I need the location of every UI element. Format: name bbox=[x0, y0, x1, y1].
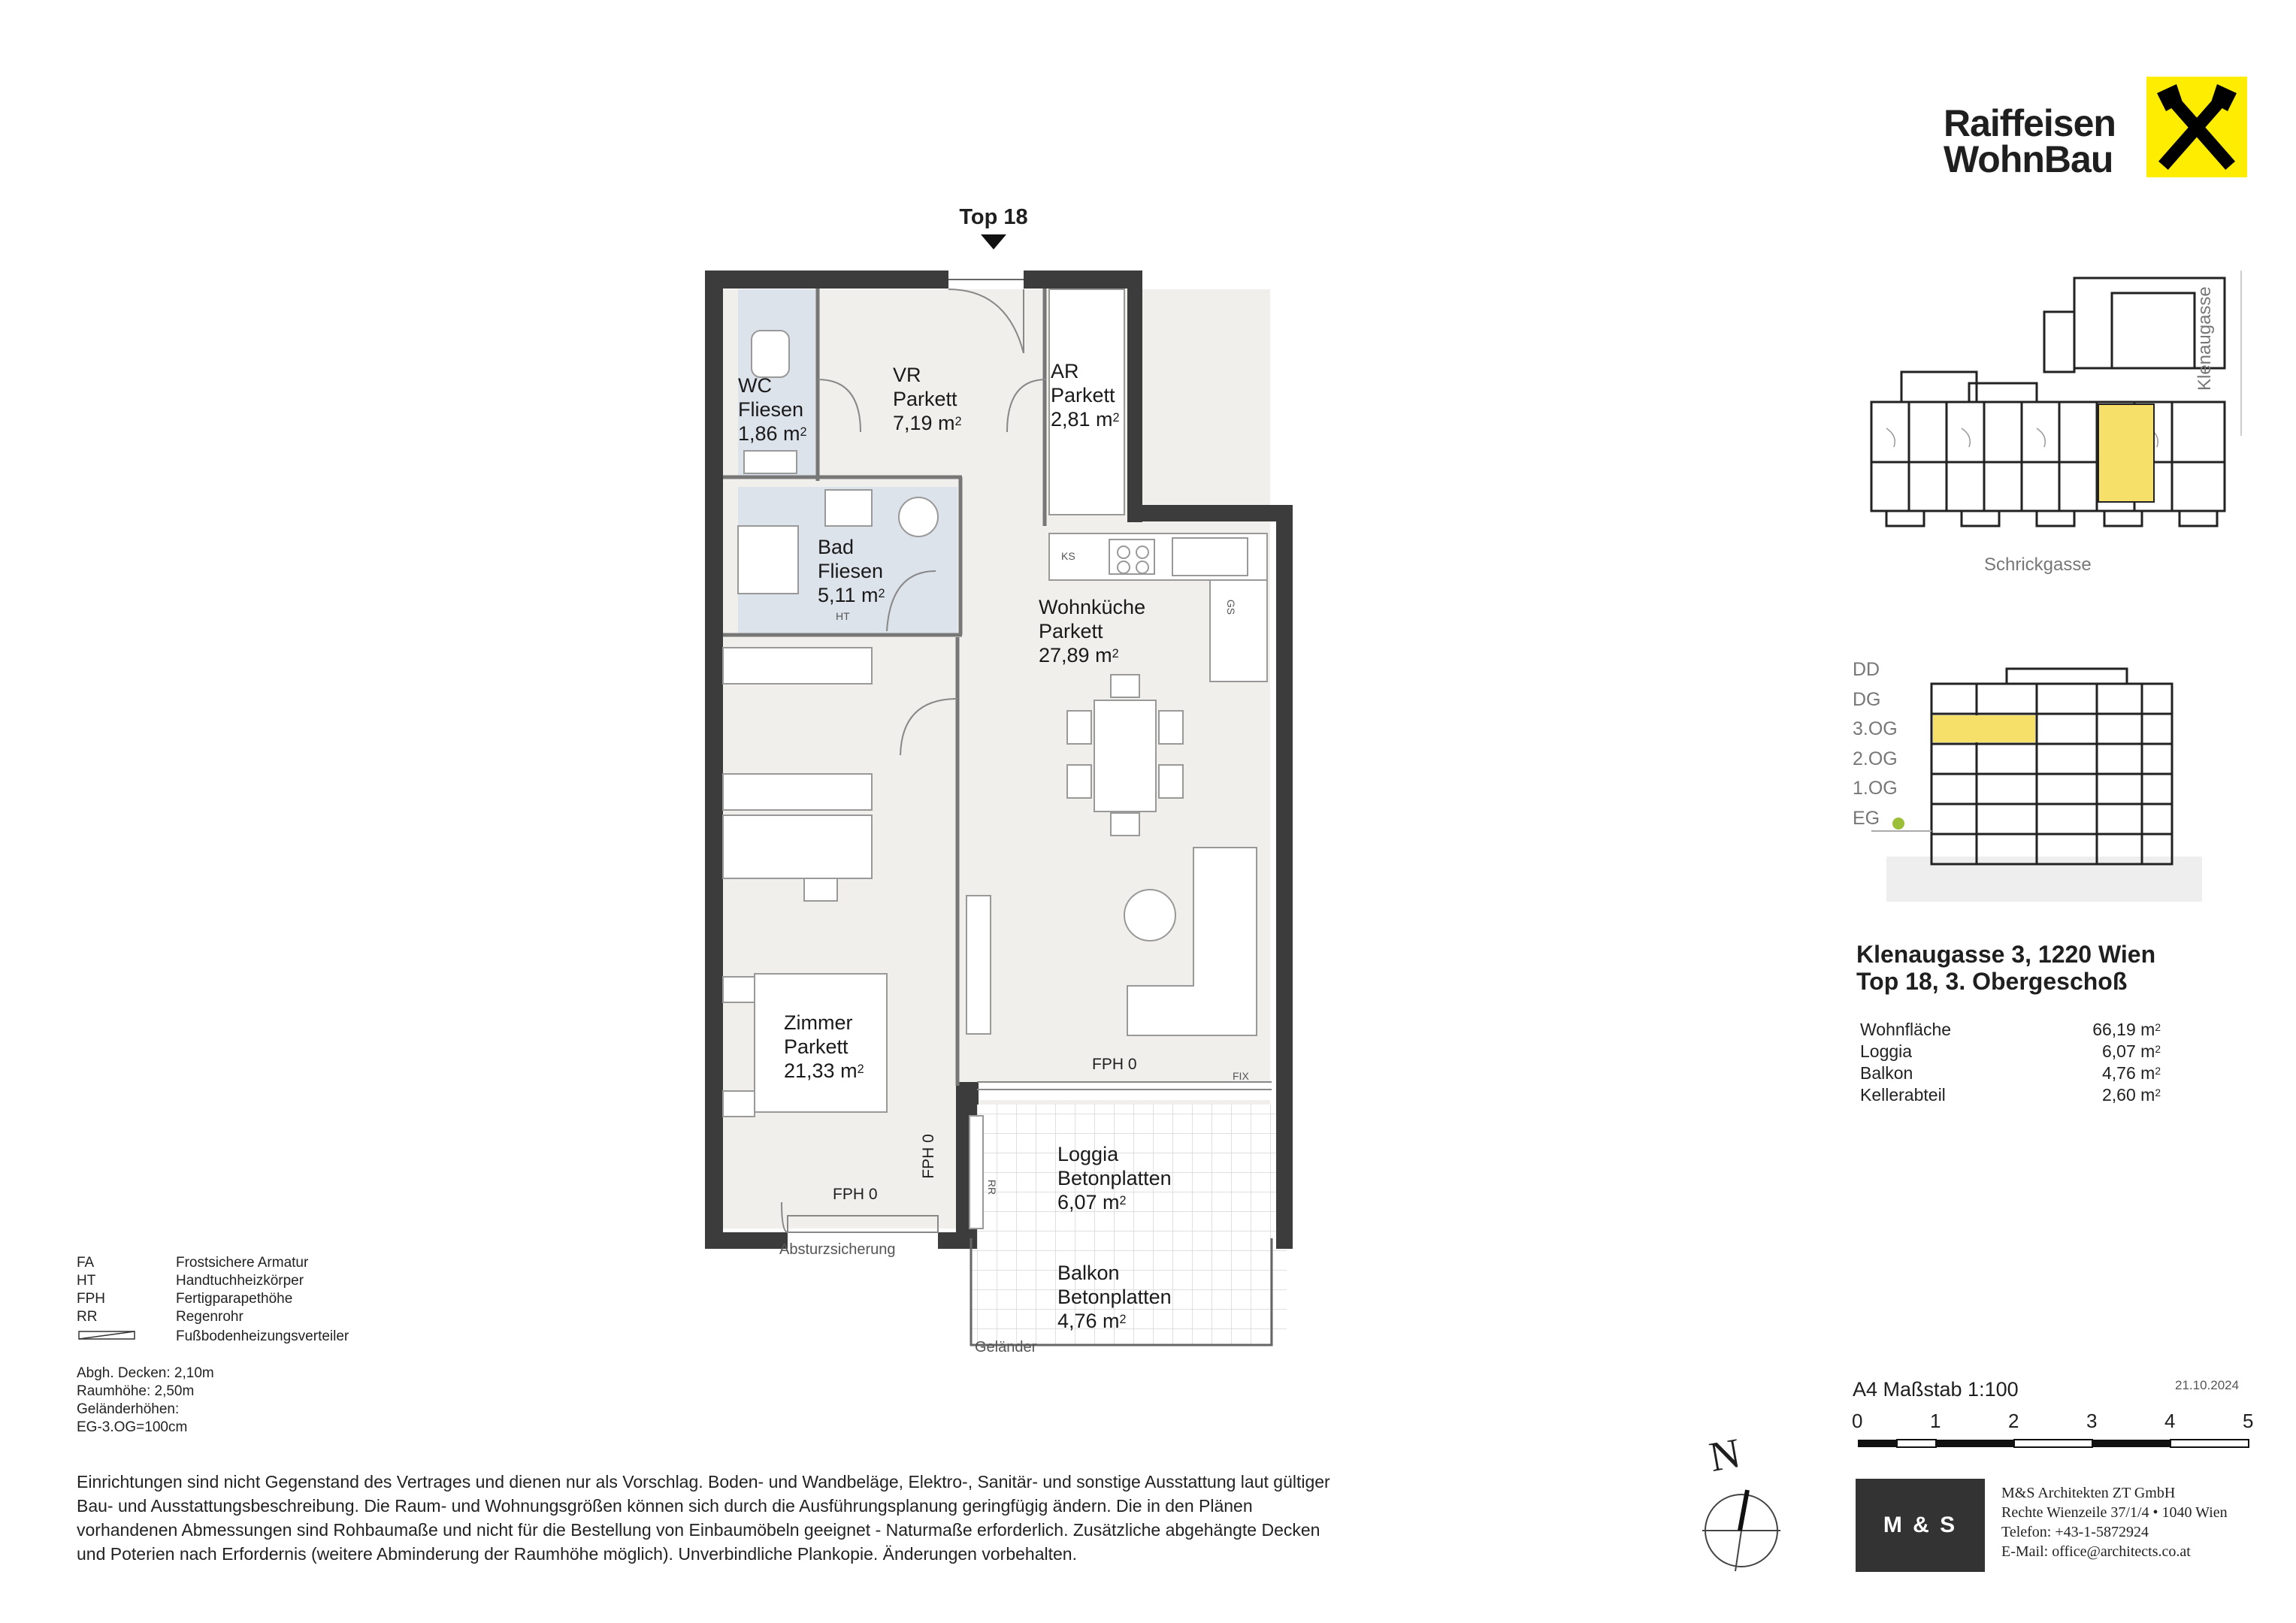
room-area: 6,07 $m^2$ bbox=[1057, 1191, 1127, 1213]
floor-label: 3.OG bbox=[1853, 718, 1898, 739]
room-name: Wohnküche bbox=[1039, 596, 1146, 618]
legend bbox=[77, 1255, 392, 1352]
area-value: 66,19 $m^2$ bbox=[2092, 1020, 2161, 1039]
room-floor: Parkett bbox=[784, 1035, 849, 1058]
north-label: N bbox=[1705, 1429, 1744, 1482]
wall-bottom-left bbox=[705, 1232, 788, 1249]
distributor-symbol-icon bbox=[77, 1327, 176, 1340]
legend-row: FA Frostsichere Armatur bbox=[77, 1255, 309, 1271]
height-note: Geländerhöhen: bbox=[77, 1401, 180, 1417]
brand-name-line2: WohnBau bbox=[1944, 138, 2113, 180]
room-name: VR bbox=[893, 364, 921, 386]
plan-date: 21.10.2024 bbox=[2175, 1378, 2240, 1392]
room-floor: Betonplatten bbox=[1057, 1286, 1172, 1308]
room-area: 27,89 $m^2$ bbox=[1039, 644, 1119, 666]
area-label: Wohnfläche bbox=[1860, 1020, 1952, 1039]
room-label-ar bbox=[1051, 359, 1120, 431]
address-line2: Top 18, 3. Obergeschoß bbox=[1856, 968, 2128, 995]
legend-row: RR Regenrohr bbox=[77, 1309, 244, 1325]
address bbox=[1856, 941, 2155, 995]
section-highlight bbox=[1933, 715, 2035, 742]
scale-tick-label: 0 bbox=[1852, 1410, 1863, 1432]
height-notes bbox=[77, 1365, 214, 1437]
area-label: Loggia bbox=[1860, 1041, 1913, 1061]
disclaimer-line: Bau- und Ausstattungsbeschreibung. Die Raum- und Wohnungsgrößen können sich durch die Ausführungsplanung geringfügig ändern. Die in den Plänen bbox=[77, 1496, 1253, 1516]
street-label-right: Klenaugasse bbox=[2195, 286, 2215, 391]
room-floor: Fliesen bbox=[818, 560, 884, 582]
room-name: Zimmer bbox=[784, 1011, 853, 1034]
mark-gelaender: Geländer bbox=[975, 1339, 1037, 1356]
room-floor: Betonplatten bbox=[1057, 1167, 1172, 1189]
room-area: 7,19 $m^2$ bbox=[893, 412, 962, 434]
site-plan-highlight bbox=[2098, 404, 2154, 502]
room-label-vr bbox=[893, 363, 962, 435]
floor-label: 2.OG bbox=[1853, 748, 1898, 769]
scale-tick-label: 5 bbox=[2243, 1410, 2254, 1432]
architect-address: Rechte Wienzeile 37/1/4 • 1040 Wien bbox=[2001, 1504, 2228, 1521]
mark-ht: HT bbox=[836, 610, 850, 622]
room-area: 5,11 $m^2$ bbox=[818, 584, 885, 606]
area-label: Balkon bbox=[1860, 1063, 1913, 1083]
scale-tick-label: 3 bbox=[2086, 1410, 2098, 1432]
mark-ks: KS bbox=[1061, 550, 1075, 562]
floor-label: DG bbox=[1853, 688, 1881, 710]
disclaimer bbox=[77, 1470, 1330, 1566]
wall-left bbox=[705, 270, 723, 1247]
room-floor: Parkett bbox=[1039, 620, 1103, 642]
north-arrow bbox=[1695, 1431, 1792, 1574]
room-name: Bad bbox=[818, 536, 855, 558]
unit-marker-label: Top 18 bbox=[959, 205, 1028, 229]
mark-rr: RR bbox=[986, 1179, 999, 1195]
room-area: 1,86 $m^2$ bbox=[738, 422, 807, 445]
room-floor: Parkett bbox=[893, 388, 957, 410]
compass-icon bbox=[1695, 1484, 1792, 1574]
architect-email: E-Mail: office@architects.co.at bbox=[2001, 1543, 2191, 1560]
room-area: 21,33 $m^2$ bbox=[784, 1059, 864, 1082]
scale-bar bbox=[1852, 1410, 2277, 1455]
disclaimer-line: und Poterien nach Erfordernis (weitere Abminderung der Raumhöhe möglich). Unverbindliche Plankopie. Änderungen vorbehalten. bbox=[77, 1544, 1077, 1564]
area-value: 6,07 $m^2$ bbox=[2101, 1041, 2161, 1061]
height-note: EG-3.OG=100cm bbox=[77, 1419, 188, 1435]
room-label-loggia bbox=[1057, 1142, 1172, 1214]
floor-label: 1.OG bbox=[1853, 778, 1898, 799]
room-label-zimmer bbox=[784, 1011, 864, 1083]
mark-gs: GS bbox=[1225, 599, 1238, 615]
architect-name: M&S Architekten ZT GmbH bbox=[2001, 1485, 2176, 1501]
architect-info bbox=[2001, 1483, 2228, 1561]
height-note: Raumhöhe: 2,50m bbox=[77, 1383, 195, 1399]
room-label-bad bbox=[818, 535, 885, 607]
scale-tick-label: 2 bbox=[2008, 1410, 2019, 1432]
brand-logo bbox=[1944, 104, 2243, 179]
architect-logo-text: M & S bbox=[1883, 1513, 1958, 1537]
area-row bbox=[1860, 1019, 2161, 1040]
area-label: Kellerabteil bbox=[1860, 1085, 1946, 1105]
disclaimer-line: Einrichtungen sind nicht Gegenstand des Vertrages und dienen nur als Vorschlag. Boden- und Wandbeläge, Elektro-, Sanitär- und sonstige Ausstattung laut gültiger bbox=[77, 1472, 1330, 1492]
room-label-wohnkueche bbox=[1039, 595, 1145, 667]
area-value: 4,76 $m^2$ bbox=[2101, 1063, 2161, 1083]
street-label-bottom: Schrickgasse bbox=[1984, 555, 2092, 575]
floor-label: DD bbox=[1853, 659, 1880, 680]
address-line1: Klenaugasse 3, 1220 Wien bbox=[1856, 941, 2156, 968]
scale-tick-label: 4 bbox=[2164, 1410, 2176, 1432]
mark-fix: FIX bbox=[1233, 1070, 1249, 1082]
area-value: 2,60 $m^2$ bbox=[2101, 1085, 2161, 1105]
mark-fph-zimmer: FPH 0 bbox=[833, 1186, 878, 1203]
room-name: WC bbox=[738, 374, 772, 397]
legend-row: Fußbodenheizungsverteiler bbox=[77, 1327, 349, 1345]
wall-top bbox=[705, 270, 1142, 289]
room-label-wc bbox=[738, 373, 807, 446]
room-area: 4,76 $m^2$ bbox=[1057, 1310, 1127, 1332]
section-floor-labels bbox=[1853, 655, 1898, 833]
area-row bbox=[1860, 1084, 2161, 1105]
height-note: Abgh. Decken: 2,10m bbox=[77, 1365, 214, 1381]
mark-fph-side: FPH 0 bbox=[919, 1134, 937, 1179]
scale-tick-label: 1 bbox=[1930, 1410, 1941, 1432]
legend-row: FPH Fertigparapethöhe bbox=[77, 1291, 293, 1307]
mark-absturzsicherung: Absturzsicherung bbox=[779, 1241, 896, 1258]
area-row bbox=[1860, 1041, 2161, 1062]
mark-fph-loggia: FPH 0 bbox=[1092, 1056, 1137, 1073]
building-section bbox=[1871, 654, 2262, 909]
disclaimer-line: vorhandenen Abmessungen sind Rohbaumaße und nicht für die Bestellung von Einbaumöbeln geeignet - Naturmaße erforderlich. Zusätzliche abgehängte Decken bbox=[77, 1520, 1320, 1540]
architect-logo bbox=[1856, 1479, 1985, 1572]
legend-row: HT Handtuchheizkörper bbox=[77, 1273, 304, 1289]
floor-label: EG bbox=[1853, 807, 1880, 829]
raiffeisen-gable-icon bbox=[2146, 77, 2247, 177]
wall-loggia-right bbox=[1276, 1082, 1293, 1249]
wall-ar-right bbox=[1127, 270, 1142, 522]
wall-kitchen-top bbox=[1127, 505, 1293, 521]
brand-name-line1: Raiffeisen bbox=[1944, 102, 2116, 144]
scale-label: A4 Maßstab 1:100 bbox=[1853, 1378, 2019, 1401]
room-floor: Parkett bbox=[1051, 384, 1115, 407]
room-area: 2,81 $m^2$ bbox=[1051, 408, 1120, 431]
room-name: AR bbox=[1051, 360, 1079, 382]
room-label-balkon bbox=[1057, 1261, 1172, 1333]
room-name: Balkon bbox=[1057, 1262, 1120, 1284]
room-floor: Fliesen bbox=[738, 398, 804, 421]
room-name: Loggia bbox=[1057, 1143, 1119, 1165]
area-row bbox=[1860, 1062, 2161, 1084]
architect-phone: Telefon: +43-1-5872924 bbox=[2001, 1524, 2149, 1540]
wall-right bbox=[1276, 505, 1293, 1091]
